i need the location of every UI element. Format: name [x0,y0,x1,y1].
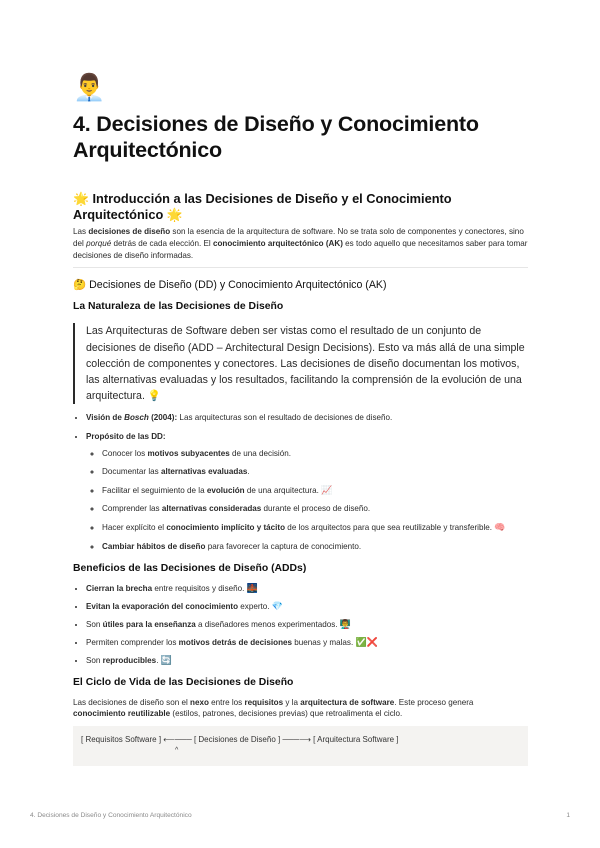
lifecycle-paragraph: Las decisiones de diseño son el nexo entre los requisitos y la arquitectura de software. Este proceso genera conocimiento reutilizable (estilos, patrones, decisiones previas) que retroalimenta el ciclo. [73,697,474,719]
lifecycle-caret: ^ [175,747,179,755]
intro-heading [73,191,528,222]
page-footer [30,812,570,819]
benefits-list [73,583,528,666]
star-icon: 🌟 [166,206,183,222]
intro-paragraph: Las decisiones de diseño son la esencia de la arquitectura de software. No se trata solo de componentes y conectores, sino del porqué detrás de cada elección. El conocimiento arquitectónico (AK) es todo aquello que necesitamos saber para tomar decisiones de diseño informadas. [73,226,528,268]
gem-icon: 💎 [271,600,283,611]
intro-heading-text: Introducción a las Decisiones de Diseño y el Conocimiento Arquitectónico [73,191,452,222]
lifecycle-diagram-text: [ Requisitos Software ] ⟵─── [ Decisiones de Diseño ] ───⟶ [ Arquitectura Software ] [81,735,399,745]
list-item: • Son reproducibles. 🔄 [86,655,528,666]
purpose-sublist [86,448,528,552]
page-number: 1 [566,812,570,819]
document-page [73,72,528,766]
list-item: ◦ Conocer los motivos subyacentes de una decisión. [102,448,528,459]
list-item: • Permiten comprender los motivos detrás de decisiones buenas y malas. ✅❌ [86,637,528,648]
teacher-icon: 👨‍🏫 [339,618,351,629]
list-item: ◦ Comprender las alternativas consideradas durante el proceso de diseño. [102,503,528,514]
dd-heading: 🤔 Decisiones de Diseño (DD) y Conocimiento Arquitectónico (AK) [73,279,387,292]
chart-increasing-icon: 📈 [321,484,333,495]
lifecycle-code-block [73,726,528,766]
bridge-icon: 🌉 [246,582,258,593]
repeat-icon: 🔄 [160,654,172,665]
brain-icon: 🧠 [494,521,506,532]
list-item: ◦ Hacer explícito el conocimiento implícito y tácito de los arquitectos para que sea reutilizable y transferible. 🧠 [102,522,528,533]
list-item: • Visión de Bosch (2004): Las arquitecturas son el resultado de decisiones de diseño. [86,412,528,423]
list-item: • Cierran la brecha entre requisitos y diseño. 🌉 [86,583,528,594]
benefits-heading: Beneficios de las Decisiones de Diseño (ADDs) [73,562,307,574]
nature-quote: Las Arquitecturas de Software deben ser vistas como el resultado de un conjunto de decisiones de diseño (ADD – Architectural Design Decisions). Esto va más allá de una simple colección de componentes y conectores. Las decisiones de diseño documentan los motivos, las alternativas evaluadas y los resultados, facilitando la comprensión de la evolución de una arquitectura. 💡 [73,323,528,404]
dd-list [73,412,528,551]
list-item: • Evitan la evaporación del conocimiento experto. 💎 [86,601,528,612]
check-cross-icon: ✅❌ [355,636,378,647]
list-item: • Son útiles para la enseñanza a diseñadores menos experimentados. 👨‍🏫 [86,619,528,630]
nature-heading: La Naturaleza de las Decisiones de Diseño [73,301,284,313]
page-icon: 👨‍💼 [73,72,106,102]
footer-title: 4. Decisiones de Diseño y Conocimiento Arquitectónico [30,812,192,819]
list-item: • Propósito de las DD: ◦ Conocer los motivos subyacentes de una decisión. ◦ Documentar las alternativas evaluadas. ◦ Facilitar el seguimiento de la evolución de una arquitectura. 📈 ◦ Comprender las alternativas consideradas durante el proceso de diseño. ◦ Hacer explícito el conocimiento implícito y tácito de los arquitectos para que sea reutilizable y transferible. 🧠 ◦ Cambiar hábitos de diseño para favorecer la captura de conocimiento. [86,431,528,552]
list-item: ◦ Cambiar hábitos de diseño para favorecer la captura de conocimiento. [102,541,528,552]
page-title: 4. Decisiones de Diseño y Conocimiento Arquitectónico [73,112,479,162]
star-icon: 🌟 [73,191,89,206]
list-item: ◦ Facilitar el seguimiento de la evolución de una arquitectura. 📈 [102,485,528,496]
list-item: ◦ Documentar las alternativas evaluadas. [102,466,528,477]
thinking-face-icon: 🤔 [73,279,87,292]
lifecycle-heading: El Ciclo de Vida de las Decisiones de Diseño [73,676,294,688]
lightbulb-icon: 💡 [147,390,162,403]
